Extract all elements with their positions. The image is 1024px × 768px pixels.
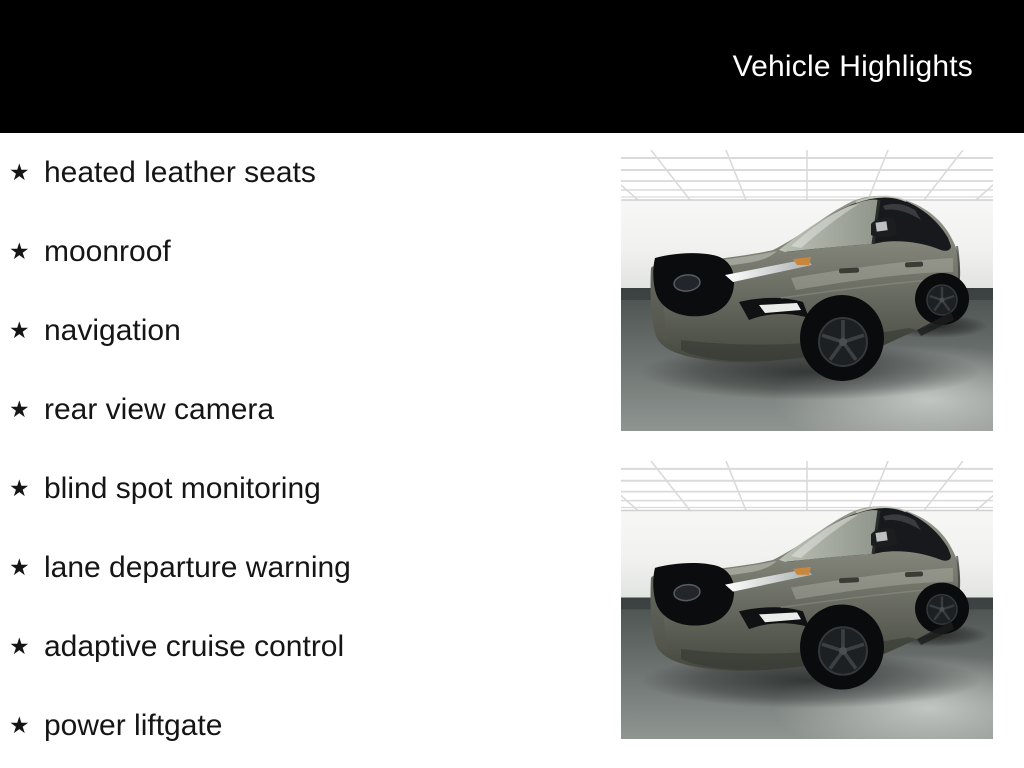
feature-item bbox=[0, 370, 620, 449]
feature-item bbox=[0, 449, 620, 528]
vehicle-photo-1[interactable] bbox=[621, 150, 993, 431]
feature-item bbox=[0, 133, 620, 212]
star-icon: ★ bbox=[9, 633, 30, 659]
star-icon: ★ bbox=[9, 475, 30, 501]
feature-item bbox=[0, 528, 620, 607]
feature-label: rear view camera bbox=[44, 392, 275, 426]
vehicle-photo-2[interactable] bbox=[621, 461, 993, 739]
feature-label: navigation bbox=[44, 313, 181, 347]
feature-item bbox=[0, 686, 620, 765]
header-bar bbox=[0, 0, 1024, 133]
star-icon: ★ bbox=[9, 396, 30, 422]
star-icon: ★ bbox=[9, 317, 30, 343]
vehicle-photo-2-image bbox=[621, 461, 993, 739]
feature-label: blind spot monitoring bbox=[44, 471, 321, 505]
feature-label: adaptive cruise control bbox=[44, 629, 345, 663]
feature-label: moonroof bbox=[44, 234, 171, 268]
feature-label: heated leather seats bbox=[44, 155, 316, 189]
features-list bbox=[0, 133, 620, 768]
feature-label: lane departure warning bbox=[44, 550, 351, 584]
feature-item bbox=[0, 291, 620, 370]
feature-item bbox=[0, 607, 620, 686]
star-icon: ★ bbox=[9, 712, 30, 738]
page-title: Vehicle Highlights bbox=[732, 49, 973, 83]
vehicle-photo-1-image bbox=[621, 150, 993, 431]
feature-label: power liftgate bbox=[44, 708, 223, 742]
star-icon: ★ bbox=[9, 238, 30, 264]
star-icon: ★ bbox=[9, 159, 30, 185]
feature-item bbox=[0, 212, 620, 291]
star-icon: ★ bbox=[9, 554, 30, 580]
